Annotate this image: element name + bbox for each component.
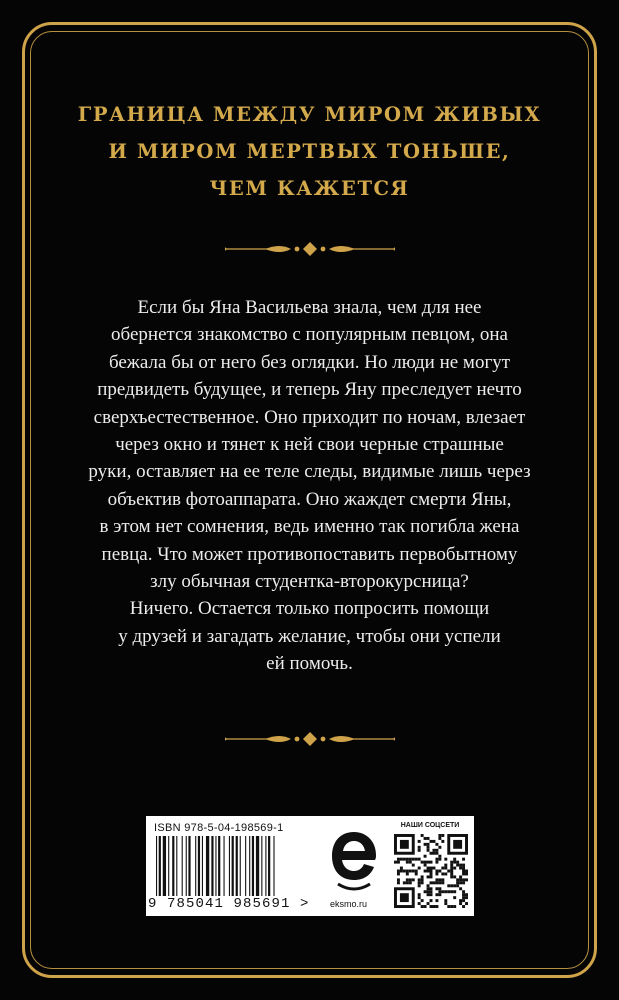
blurb-line: объектив фотоаппарата. Оно жаждет смерти Яны, <box>107 488 512 510</box>
tagline-line: И МИРОМ МЕРТВЫХ ТОНЬШЕ, <box>108 140 511 163</box>
blurb-line: обернется знакомство с популярным певцом, она <box>111 324 508 346</box>
blurb-line: Если бы Яна Васильева знала, чем для нее <box>137 297 482 318</box>
tagline-line: ГРАНИЦА МЕЖДУ МИРОМ ЖИВЫХ <box>77 103 542 126</box>
publisher-website: eksmo.ru <box>330 899 368 909</box>
ornament-divider-bottom <box>225 730 395 748</box>
blurb-line: ей помочь. <box>266 653 353 675</box>
eksmo-logo-icon <box>326 826 382 896</box>
blurb-line: бежала бы от него без оглядки. Но люди не могут <box>108 351 511 373</box>
qr-code-icon <box>394 834 468 908</box>
blurb-line: через окно и тянет к ней свои черные страшные <box>115 434 504 456</box>
blurb-line: руки, оставляет на ее теле следы, видимые лишь через <box>88 461 531 483</box>
blurb-line: у друзей и загадать желание, чтобы они успели <box>118 625 501 647</box>
ornament-divider-top <box>225 240 395 258</box>
social-networks-label: НАШИ СОЦСЕТИ <box>400 822 460 829</box>
blurb-line: злу обычная студентка-второкурсница? <box>150 571 469 593</box>
barcode-digits: 9 785041 985691 > <box>148 896 310 912</box>
blurb-line: в этом нет сомнения, ведь именно так погибла жена <box>99 516 520 538</box>
tagline <box>60 96 559 207</box>
blurb-line: предвидеть будущее, и теперь Яну преследует нечто <box>97 379 522 401</box>
barcode-icon <box>154 836 316 898</box>
blurb-line: Ничего. Остается только попросить помощи <box>129 598 490 620</box>
blurb-text <box>60 294 559 678</box>
isbn-number: ISBN 978-5-04-198569-1 <box>154 822 284 834</box>
barcode-panel <box>146 816 474 916</box>
blurb-line: сверхъестественное. Оно приходит по ночам, влезает <box>93 406 526 428</box>
tagline-line: ЧЕМ КАЖЕТСЯ <box>209 177 410 200</box>
blurb-line: певца. Что может противопоставить первобытному <box>101 543 518 565</box>
